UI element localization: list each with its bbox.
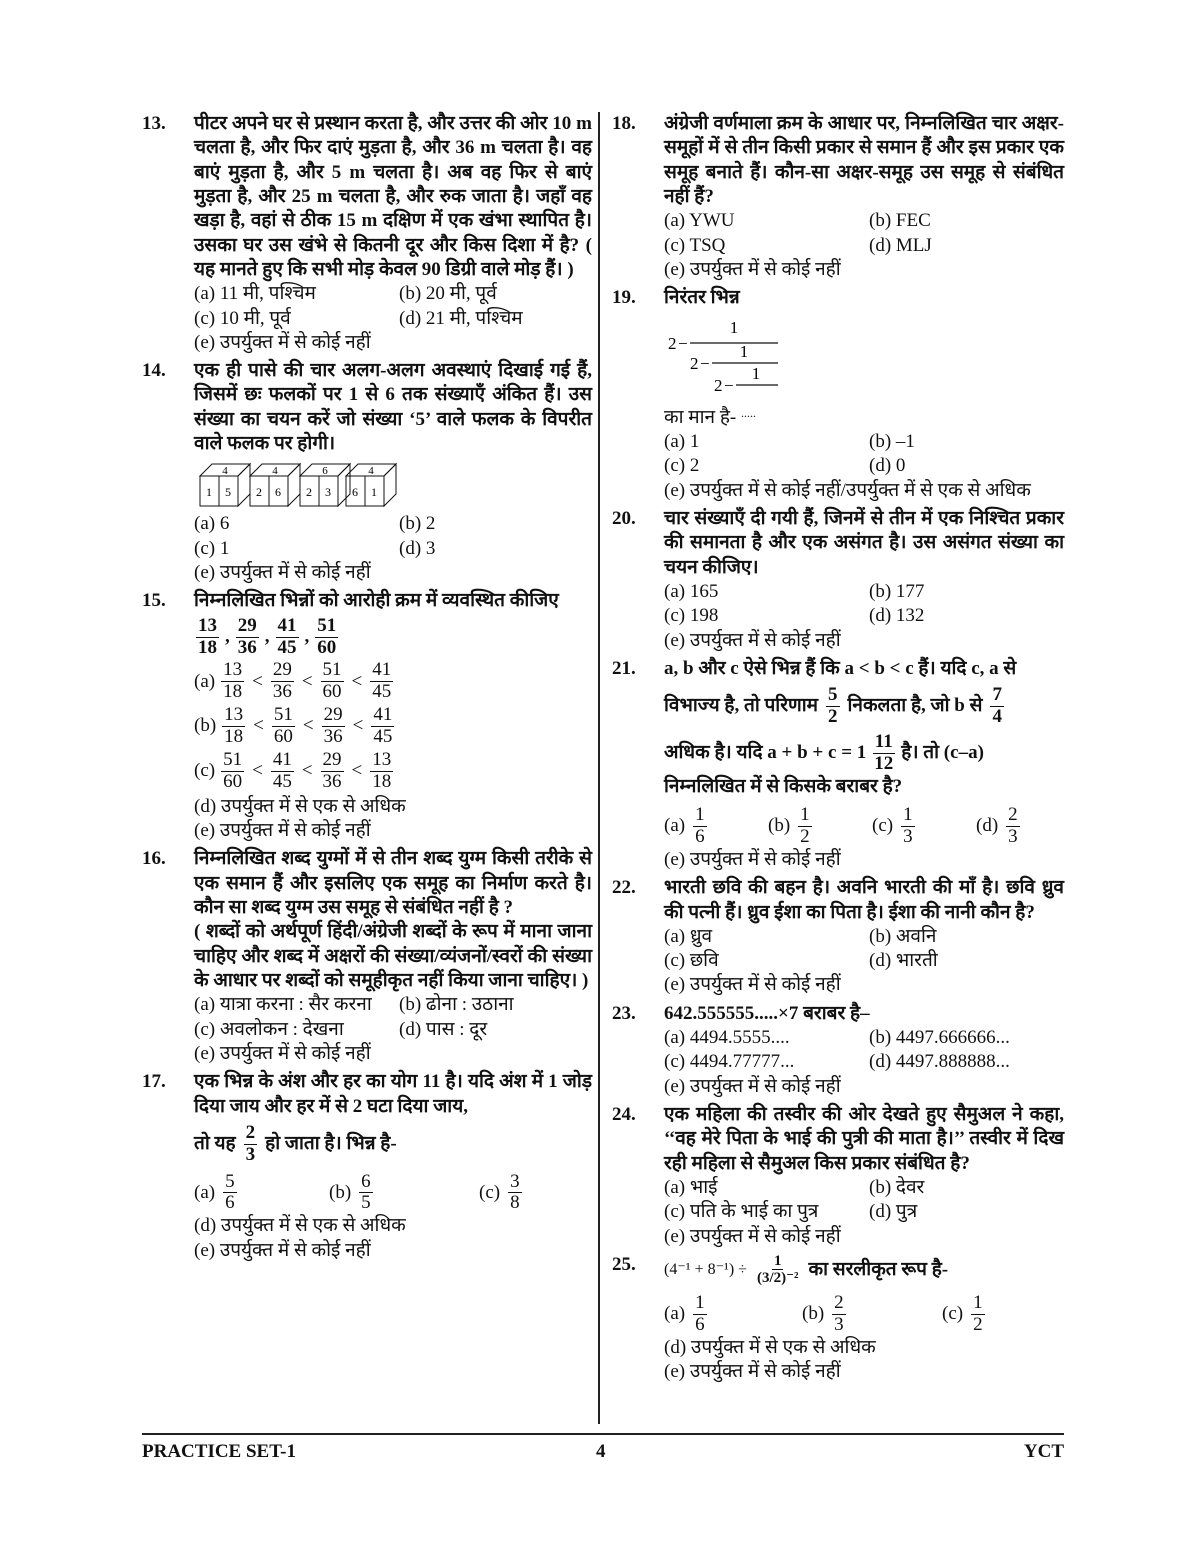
question-number: 24.: [612, 1104, 636, 1126]
option-b[interactable]: (b) 20 मी, पूर्व: [399, 283, 497, 305]
question-14: [142, 359, 592, 585]
options: [194, 512, 592, 585]
svg-text:2: 2: [690, 353, 699, 373]
die-4: [346, 464, 396, 506]
option-a[interactable]: (a) यात्रा करना : सैर करना: [194, 994, 372, 1016]
die-3-left: 2: [306, 485, 312, 500]
option-d[interactable]: (d) MLJ: [869, 234, 932, 256]
option-d[interactable]: (d) पास : दूर: [399, 1018, 488, 1040]
question-note: ( शब्दों को अर्थपूर्ण हिंदी/अंग्रेजी शब्दों के रूप में माना जाना चाहिए और शब्द में अक्षरों की संख्या/व्यंजनों/स्वरों की संख्या के आधार पर शब्दों को समूहीकृत नहीं किया जाना चाहिए। ): [194, 921, 592, 991]
question-number: 18.: [612, 113, 636, 134]
option-d[interactable]: (d) 3: [399, 537, 436, 559]
option-d[interactable]: (d) 0: [869, 455, 906, 477]
die-1-right: 5: [225, 485, 231, 500]
option-a[interactable]: (a) भाई: [664, 1176, 718, 1198]
option-a[interactable]: (a) $\frac{1}{6}$: [664, 804, 705, 848]
footer-publisher: YCT: [1023, 1441, 1064, 1462]
dice-svg: [198, 462, 398, 508]
question-number: 21.: [612, 657, 636, 679]
option-b[interactable]: (b) 2: [399, 513, 436, 535]
die-4-right: 1: [371, 485, 377, 500]
die-3-right: 3: [325, 485, 331, 500]
option-c[interactable]: (c) 1: [194, 537, 230, 559]
footer-set-label: PRACTICE SET-1: [142, 1441, 296, 1462]
option-d[interactable]: (d) उपर्युक्त में से एक से अधिक: [194, 795, 406, 817]
options: [664, 925, 1064, 998]
option-b[interactable]: (b) देवर: [869, 1176, 925, 1198]
option-d[interactable]: (d) उपर्युक्त में से एक से अधिक: [664, 1336, 876, 1358]
die-3-top: 6: [322, 465, 328, 478]
option-c[interactable]: (c) पति के भाई का पुत्र: [664, 1201, 819, 1223]
option-b[interactable]: (b) $\frac{6}{5}$: [329, 1170, 371, 1214]
option-b[interactable]: (b) 177: [869, 581, 925, 602]
die-2-right: 6: [275, 485, 281, 500]
option-a[interactable]: (a) 11 मी, पश्चिम: [194, 283, 316, 305]
options: [194, 282, 592, 355]
question-22: [612, 876, 1064, 998]
column-divider: [598, 112, 600, 1424]
option-a[interactable]: (a) 6: [194, 513, 230, 535]
die-3: [300, 464, 350, 506]
option-b[interactable]: (b) $\frac{1}{2}$: [768, 804, 810, 848]
fraction: $\frac{29}{36}$: [237, 614, 257, 658]
option-c[interactable]: (c) अवलोकन : देखना: [194, 1018, 344, 1040]
svg-text:1: 1: [739, 341, 749, 361]
question-number: 15.: [142, 590, 166, 612]
svg-text:1: 1: [751, 363, 761, 383]
question-15: [142, 589, 592, 843]
fraction: $\frac{13}{18}$: [198, 614, 217, 658]
question-18: [612, 112, 1064, 282]
question-text-line3: अधिक है। यदि a + b + c = 1 $\frac{11}{12}$ है। तो (c–a): [664, 731, 984, 774]
question-text-line1: a, b और c ऐसे भिन्न हैं कि a < b < c हैं। यदि c, a से: [664, 657, 1017, 679]
option-b[interactable]: (b) 4497.666666...: [869, 1027, 1010, 1049]
option-e[interactable]: (e) उपर्युक्त में से कोई नहीं: [194, 1042, 371, 1064]
question-number: 23.: [612, 1002, 636, 1024]
fraction: $\frac{51}{60}$: [317, 614, 337, 658]
svg-text:−: −: [700, 353, 710, 373]
option-c[interactable]: (c) $\frac{1}{2}$: [942, 1291, 983, 1335]
option-a[interactable]: (a) 4494.5555....: [664, 1027, 790, 1049]
die-1-left: 1: [206, 485, 212, 500]
question-text: निरंतर भिन्न: [664, 287, 740, 309]
option-c[interactable]: (c) TSQ: [664, 234, 726, 256]
svg-text:2: 2: [714, 375, 723, 395]
question-number: 16.: [142, 848, 166, 870]
die-2: [250, 464, 300, 506]
right-column: [612, 112, 1064, 1388]
svg-text:2: 2: [668, 333, 677, 353]
options-row: [664, 1293, 1064, 1336]
question-24: [612, 1103, 1064, 1249]
svg-text:−: −: [678, 333, 688, 353]
option-c[interactable]: (c) 4494.77777...: [664, 1051, 795, 1073]
die-4-left: 6: [352, 485, 358, 500]
fraction: $\frac{2}{3}$: [245, 1121, 256, 1165]
option-a[interactable]: (a) 1: [664, 431, 700, 453]
question-text-line2: विभाज्य है, तो परिणाम $\frac{5}{2}$ निकलता है, जो b से $\frac{7}{4}$: [664, 684, 1002, 728]
question-number: 25.: [612, 1253, 636, 1275]
question-number: 13.: [142, 113, 166, 134]
option-b[interactable]: (b) FEC: [869, 210, 931, 232]
options-row: [194, 1172, 592, 1215]
option-e[interactable]: (e) उपर्युक्त में से कोई नहीं/उपर्युक्त में से एक से अधिक: [664, 479, 1031, 501]
options: [664, 430, 1064, 503]
fraction-list: $\frac{13}{18}$ , $\frac{29}{36}$ , $\frac{41}{45}$ , $\frac{51}{60}$: [198, 614, 337, 658]
options: [664, 209, 1064, 282]
die-2-top: 4: [272, 465, 278, 478]
options: [194, 993, 592, 1066]
question-text-line4: निम्नलिखित में से किसके बराबर है?: [664, 775, 903, 797]
question-text: भारती छवि की बहन है। अवनि भारती की माँ है। छवि ध्रुव की पत्नी हैं। ध्रुव ईशा का पिता है। ईशा की नानी कौन है?: [664, 877, 1064, 923]
option-d[interactable]: (d) 4497.888888...: [869, 1051, 1010, 1073]
question-text: चार संख्याएँ दी गयी हैं, जिनमें से तीन में एक निश्चित प्रकार की समानता है और एक असंगत है। उस असंगत संख्या का चयन कीजिए।: [664, 508, 1064, 578]
option-e[interactable]: (e) उपर्युक्त में से कोई नहीं: [194, 331, 371, 353]
question-text: एक महिला की तस्वीर की ओर देखते हुए सैमुअल ने कहा, ‘‘वह मेरे पिता के भाई की पुत्री की माता है।’’ तस्वीर में दिख रही महिला से सैमुअल किस प्रकार संबंधित है?: [664, 1104, 1064, 1174]
option-b[interactable]: (b) $\frac{13}{18}$ < $\frac{51}{60}$ < $\frac{29}{36}$ < $\frac{41}{45}$: [194, 704, 393, 748]
question-19: [612, 286, 1064, 503]
option-c[interactable]: (c) $\frac{51}{60}$ < $\frac{41}{45}$ < $\frac{29}{36}$ < $\frac{13}{18}$: [194, 748, 392, 792]
question-number: 19.: [612, 287, 636, 309]
option-d[interactable]: (d) पुत्र: [869, 1201, 918, 1223]
option-e[interactable]: (e) उपर्युक्त में से कोई नहीं: [664, 1075, 841, 1097]
option-c[interactable]: (c) 198: [664, 605, 719, 627]
question-13: [142, 112, 592, 355]
option-a[interactable]: (a) $\frac{5}{6}$: [194, 1170, 235, 1214]
option-b[interactable]: (b) अवनि: [869, 925, 937, 947]
option-e[interactable]: (e) उपर्युक्त में से कोई नहीं: [664, 258, 841, 280]
question-text-line2: तो यह $\frac{2}{3}$ हो जाता है। भिन्न है-: [194, 1121, 397, 1165]
option-e[interactable]: (e) उपर्युक्त में से कोई नहीं: [664, 848, 841, 870]
question-20: [612, 507, 1064, 653]
option-c[interactable]: (c) $\frac{3}{8}$: [479, 1170, 520, 1214]
options: [664, 1026, 1064, 1099]
option-d[interactable]: (d) भारती: [869, 950, 938, 972]
option-e[interactable]: (e) उपर्युक्त में से कोई नहीं: [194, 820, 371, 842]
continued-fraction: [666, 319, 1064, 404]
options-row: [664, 805, 1064, 848]
fraction: $\frac{1}{\text{(3/2)⁻²}}$: [756, 1252, 799, 1287]
option-a[interactable]: (a) $\frac{1}{6}$: [664, 1291, 705, 1335]
option-e[interactable]: (e) उपर्युक्त में से कोई नहीं: [194, 1239, 371, 1261]
option-b[interactable]: (b) ढोना : उठाना: [399, 994, 514, 1016]
option-e[interactable]: (e) उपर्युक्त में से कोई नहीं: [664, 629, 841, 651]
option-d[interactable]: (d) 132: [869, 605, 925, 627]
left-column: [142, 112, 592, 1267]
option-a[interactable]: (a) YWU: [664, 210, 735, 232]
question-text: निम्नलिखित शब्द युग्मों में से तीन शब्द युग्म किसी तरीके से एक समान हैं और इसलिए एक समूह का निर्माण करते है। कौन सा शब्द युग्म उस समूह से संबंधित नहीं है ?: [194, 848, 592, 918]
question-number: 14.: [142, 360, 166, 382]
option-d[interactable]: (d) $\frac{2}{3}$: [976, 804, 1018, 848]
footer-rule: [142, 1433, 1064, 1435]
option-c[interactable]: (c) $\frac{1}{3}$: [872, 804, 913, 848]
options: [664, 580, 1064, 653]
svg-text:1: 1: [729, 318, 739, 337]
question-number: 20.: [612, 508, 636, 530]
question-number: 22.: [612, 877, 636, 899]
question-text: 642.555555.....×7 बराबर है–: [664, 1002, 870, 1024]
die-1: [200, 464, 250, 506]
option-e[interactable]: (e) उपर्युक्त में से कोई नहीं: [194, 562, 371, 583]
continued-fraction-svg: [666, 319, 806, 397]
options: [664, 1176, 1064, 1249]
question-number: 17.: [142, 1071, 166, 1093]
die-2-left: 2: [256, 485, 262, 500]
option-e[interactable]: (e) उपर्युक्त में से कोई नहीं: [664, 1361, 841, 1382]
option-e[interactable]: (e) उपर्युक्त में से कोई नहीं: [664, 1225, 841, 1247]
question-text: निम्नलिखित भिन्नों को आरोही क्रम में व्यवस्थित कीजिए: [194, 590, 559, 612]
question-text: अंग्रेजी वर्णमाला क्रम के आधार पर, निम्नलिखित चार अक्षर-समूहों में से तीन किसी प्रकार से समान हैं और इस प्रकार एक समूह बनाते हैं। कौन-सा अक्षर-समूह उस समूह से संबंधित नहीं हैं?: [664, 113, 1064, 207]
option-e[interactable]: (e) उपर्युक्त में से कोई नहीं: [664, 974, 841, 996]
option-a[interactable]: (a) $\frac{13}{18}$ < $\frac{29}{36}$ < $\frac{51}{60}$ < $\frac{41}{45}$: [194, 659, 392, 703]
option-c[interactable]: (c) छवि: [664, 950, 719, 972]
question-17: [142, 1070, 592, 1263]
option-a[interactable]: (a) 165: [664, 581, 719, 602]
question-text: (4⁻¹ + 8⁻¹) ÷ $\frac{1}{\text{(3/2)⁻²}}$ का सरलीकृत रूप है-: [664, 1252, 949, 1287]
dice-figure: [198, 462, 592, 508]
question-25: [612, 1253, 1064, 1384]
option-c[interactable]: (c) 10 मी, पूर्व: [194, 307, 291, 329]
fraction: $\frac{41}{45}$: [277, 614, 297, 658]
svg-text:−: −: [724, 375, 734, 395]
question-text: पीटर अपने घर से प्रस्थान करता है, और उत्तर की ओर 10 m चलता है, और फिर दाएं मुड़ता है, और 36 m चलता है। वह बाएं मुड़ता है, और 5 m चलता है। अब वह फिर से बाएं मुड़ता है, और 25 m चलता है, और रुक जाता है। जहाँ वह खड़ा है, वहां से ठीक 15 m दक्षिण में एक खंभा स्थापित है। उसका घर उस खंभे से कितनी दूर और किस दिशा में है? ( यह मानते हुए कि सभी मोड़ केवल 90 डिग्री वाले मोड़ हैं। ): [194, 113, 592, 280]
question-23: [612, 1002, 1064, 1099]
option-b[interactable]: (b) $\frac{2}{3}$: [802, 1291, 844, 1335]
question-text: एक भिन्न के अंश और हर का योग 11 है। यदि अंश में 1 जोड़ दिया जाय और हर में से 2 घटा दिया जाय,: [194, 1071, 592, 1117]
question-16: [142, 847, 592, 1066]
question-text: एक ही पासे की चार अलग-अलग अवस्थाएं दिखाई गई हैं, जिसमें छः फलकों पर 1 से 6 तक संख्याएँ अंकित हैं। उस संख्या का चयन करें जो संख्या ‘5’ वाले फलक के विपरीत वाले फलक पर होगी।: [194, 360, 592, 455]
question-tail: का मान है- .....: [664, 405, 757, 428]
option-d[interactable]: (d) उपर्युक्त में से एक से अधिक: [194, 1215, 406, 1237]
die-4-top: 4: [368, 465, 374, 478]
die-1-top: 4: [222, 465, 228, 478]
option-b[interactable]: (b) –1: [869, 431, 915, 453]
option-c[interactable]: (c) 2: [664, 455, 700, 477]
option-a[interactable]: (a) ध्रुव: [664, 925, 713, 947]
question-21: [612, 657, 1064, 872]
option-d[interactable]: (d) 21 मी, पश्चिम: [399, 307, 523, 329]
page-number: 4: [596, 1441, 606, 1462]
